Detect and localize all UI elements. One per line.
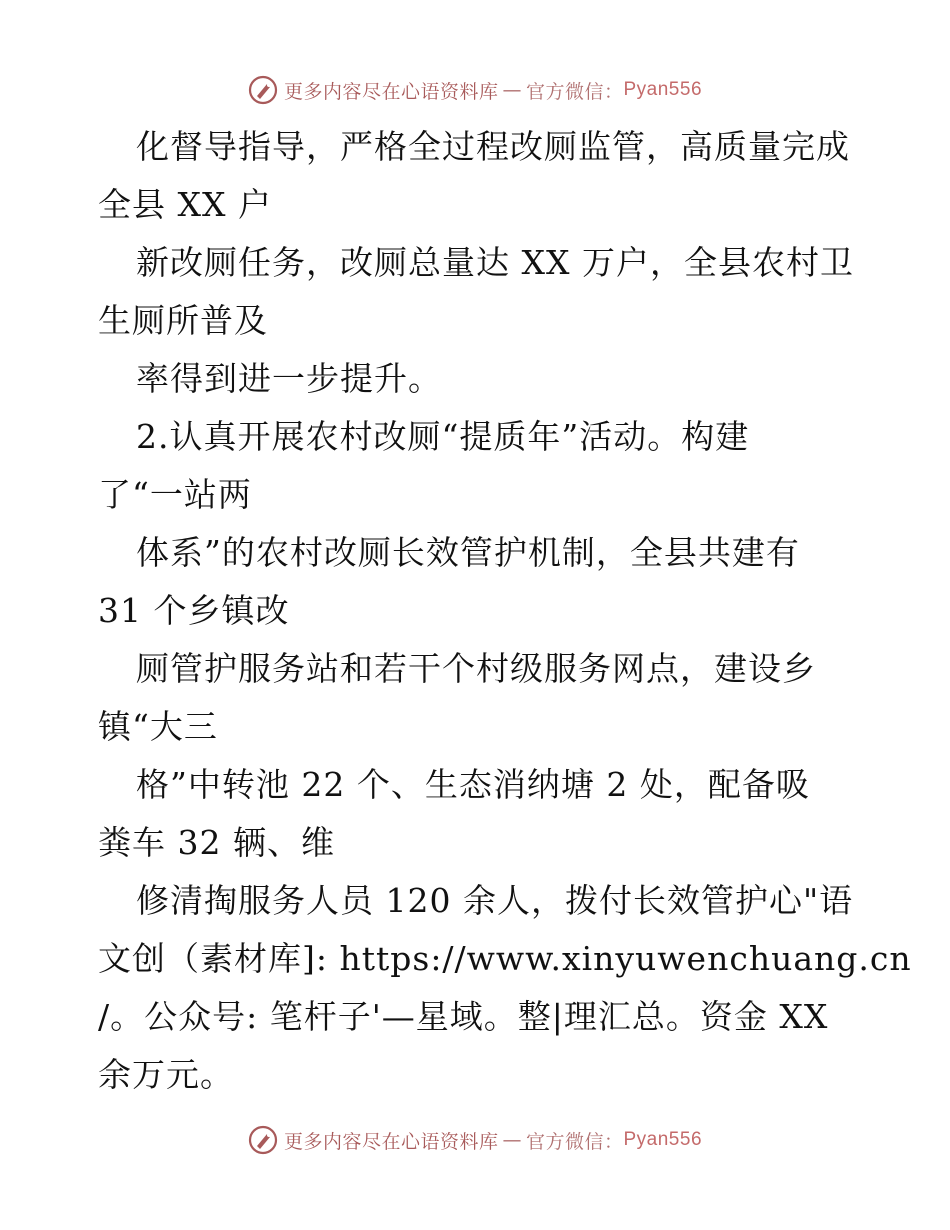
text-line: 粪车 32 辆、维 [98,823,335,862]
text-line: 了“一站两 [98,475,252,514]
text-line: 率得到进一步提升。 [136,359,442,398]
banner-wechat-label: 官方微信： [525,80,624,103]
banner-wechat-id: Pyan556 [623,79,703,100]
text-line: 体系”的农村改厕长效管护机制，全县共建有 [136,533,800,572]
document-body [98,118,912,1104]
banner-wechat-label: 官方微信： [525,1130,624,1153]
text-line: 新改厕任务，改厕总量达 XX 万户，全县农村卫 [136,243,854,282]
pen-logo-icon [248,75,278,105]
header-banner [0,70,950,110]
text-line: 文创（素材库]: https://www.xinyuwenchuang.cn [98,939,912,978]
banner-separator: — [502,1129,522,1151]
text-line: 2.认真开展农村改厕“提质年”活动。构建 [136,417,750,456]
text-line: 余万元。 [98,1055,234,1094]
footer-banner [0,1120,950,1160]
text-line: 31 个乡镇改 [98,591,290,630]
text-line: /。公众号: 笔杆子'—星域。整|理汇总。资金 XX [98,997,829,1036]
banner-text: 更多内容尽在心语资料库 [283,1130,499,1153]
text-line: 全县 XX 户 [98,185,272,224]
text-line: 厕管护服务站和若干个村级服务网点，建设乡 [136,649,816,688]
pen-logo-icon [248,1125,278,1155]
banner-wechat-id: Pyan556 [623,1129,703,1150]
text-line: 镇“大三 [98,707,218,746]
banner-text: 更多内容尽在心语资料库 [283,80,499,103]
text-line: 生厕所普及 [98,301,268,340]
text-line: 化督导指导，严格全过程改厕监管，高质量完成 [136,127,850,166]
text-line: 修清掏服务人员 120 余人，拨付长效管护心"语 [136,881,854,920]
banner-separator: — [502,79,522,101]
text-line: 格”中转池 22 个、生态消纳塘 2 处，配备吸 [136,765,810,804]
